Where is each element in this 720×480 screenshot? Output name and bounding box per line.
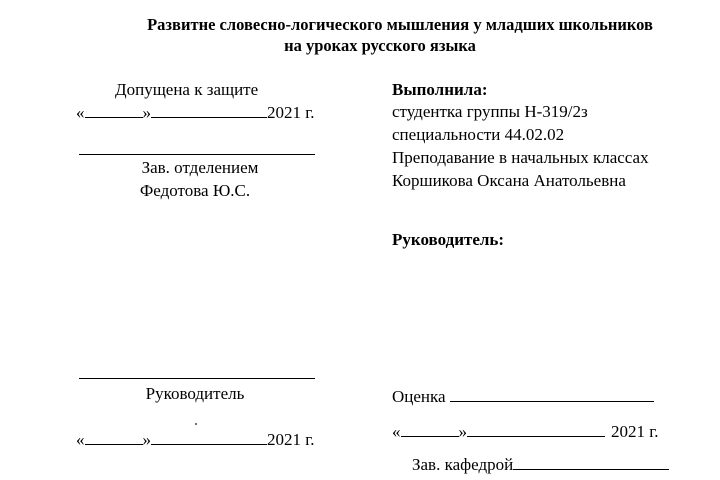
date-month-blank [151, 101, 267, 118]
date-day-blank [85, 101, 143, 118]
admission-date-line [76, 101, 315, 124]
date-open-quote: « [76, 103, 85, 122]
right-supervisor-label: Руководитель: [392, 230, 505, 249]
date-year: 2021 г. [611, 422, 659, 441]
left-supervisor-label: Руководитель [145, 384, 245, 403]
grade-date-line [392, 420, 659, 443]
grade-label: Оценка [392, 387, 446, 406]
dept-head-blank [513, 453, 669, 470]
date-close-quote: » [458, 422, 467, 441]
dept-head-line [412, 453, 669, 476]
student-program: Преподавание в начальных классах [392, 148, 649, 167]
date-close-quote: » [142, 430, 151, 449]
dept-head-label: Зав. кафедрой [412, 455, 514, 474]
student-group: студентка группы Н-319/2з [392, 102, 588, 121]
student-name: Коршикова Оксана Анатольевна [392, 171, 626, 190]
performed-label: Выполнила: [392, 80, 488, 99]
head-signature-line [79, 154, 315, 155]
date-month-blank [467, 420, 605, 437]
date-open-quote: « [76, 430, 85, 449]
date-close-quote: » [142, 103, 151, 122]
document-title-line2: на уроках русского языка [284, 36, 476, 55]
head-position: Зав. отделением [141, 158, 259, 177]
supervisor-signature-line [79, 378, 315, 379]
grade-line [392, 385, 654, 408]
supervisor-date-line [76, 428, 315, 451]
date-day-blank [85, 428, 143, 445]
grade-blank [450, 385, 654, 402]
document-title-line1: Развитне словесно-логического мышления у младших школьников [147, 15, 653, 34]
date-year: 2021 г. [267, 103, 315, 122]
head-name: Федотова Ю.С. [139, 181, 251, 200]
stray-dot [195, 423, 197, 425]
date-day-blank [401, 420, 459, 437]
date-month-blank [151, 428, 267, 445]
date-year: 2021 г. [267, 430, 315, 449]
date-open-quote: « [392, 422, 401, 441]
admitted-label: Допущена к защите [115, 80, 259, 99]
student-specialty: специальности 44.02.02 [392, 125, 565, 144]
